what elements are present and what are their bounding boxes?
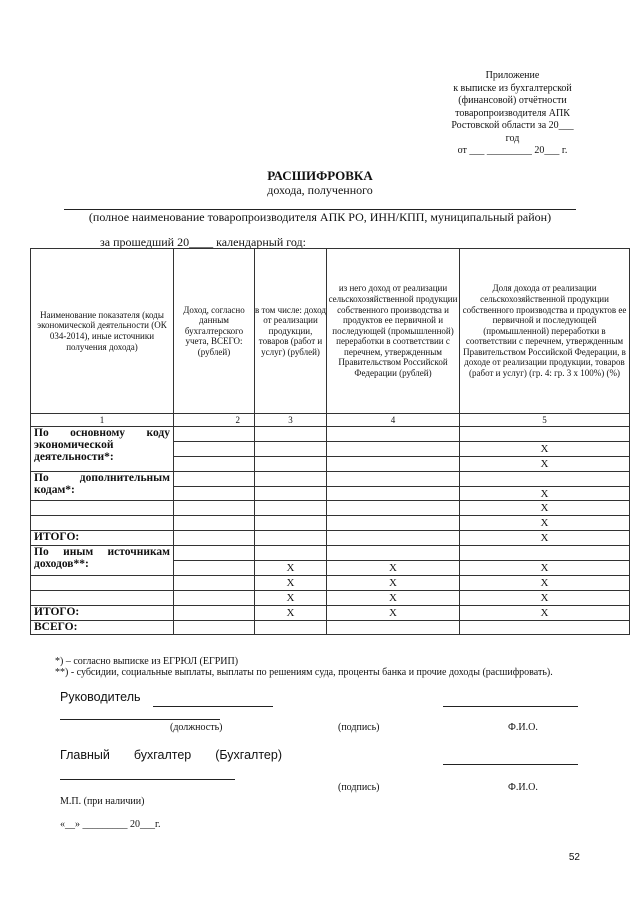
income-table <box>30 248 630 635</box>
appendix-line: от ___ _________ 20___ г. <box>457 145 568 156</box>
footnote-1: *) – согласно выписке из ЕГРЮЛ (ЕГРИП) <box>55 656 239 667</box>
x-mark: X <box>327 590 460 605</box>
column-number: 3 <box>255 414 327 427</box>
name-caption: Ф.И.О. <box>508 782 538 793</box>
column-number: 1 <box>31 414 174 427</box>
table-row-total <box>31 605 630 620</box>
x-mark: X <box>460 605 630 620</box>
x-mark: X <box>460 486 630 501</box>
table-row <box>31 471 630 486</box>
table-row-grand-total <box>31 620 630 635</box>
row-label-additional-codes: По дополнительным кодам*: <box>31 471 174 501</box>
chief-accountant-label: Главный бухгалтер (Бухгалтер) <box>60 748 282 762</box>
x-mark: X <box>460 456 630 471</box>
column-number: 4 <box>327 414 460 427</box>
x-mark: X <box>460 501 630 516</box>
x-mark: X <box>460 516 630 531</box>
row-label-main-code: По основному коду экономической деятельности*: <box>31 427 174 472</box>
document-subtitle: дохода, полученного <box>267 183 373 197</box>
appendix-block <box>405 70 620 158</box>
appendix-line: (финансовой) отчётности <box>458 95 567 106</box>
table-header-row <box>31 249 630 414</box>
position-caption: (должность) <box>170 722 223 733</box>
date-line: «__» _________ 20___г. <box>60 819 161 830</box>
appendix-line: год <box>505 132 520 144</box>
table-row <box>31 427 630 442</box>
x-mark: X <box>255 575 327 590</box>
row-label-total: ИТОГО: <box>31 605 174 620</box>
row-label-total: ИТОГО: <box>31 531 174 546</box>
footnote-2: **) - субсидии, социальные выплаты, выплаты по решениям суда, проценты банка и прочие доходы (расшифровать). <box>55 667 553 678</box>
header-cell: Наименование показателя (коды экономической деятельности (ОК 034-2014), иные источники получения дохода) <box>31 249 174 414</box>
x-mark: X <box>327 605 460 620</box>
signature-caption: (подпись) <box>338 782 380 793</box>
x-mark: X <box>327 575 460 590</box>
head-signature-line <box>153 706 273 707</box>
column-number-row <box>31 414 630 427</box>
table-row <box>31 501 630 516</box>
table-row <box>31 546 630 561</box>
x-mark: X <box>255 561 327 576</box>
appendix-line: к выписке из бухгалтерской <box>453 82 572 94</box>
name-caption: Ф.И.О. <box>508 722 538 733</box>
document-title: РАСШИФРОВКА <box>267 168 373 183</box>
page-number: 52 <box>568 852 580 863</box>
x-mark: X <box>327 561 460 576</box>
stamp-note: М.П. (при наличии) <box>60 796 145 807</box>
table-row <box>31 590 630 605</box>
x-mark: X <box>460 590 630 605</box>
row-label-other-sources: По иным источникам доходов**: <box>31 546 174 576</box>
x-mark: X <box>460 531 630 546</box>
head-name-line <box>443 706 578 707</box>
table-row <box>31 516 630 531</box>
period-line: за прошедший 20____ календарный год: <box>100 235 306 249</box>
x-mark: X <box>460 561 630 576</box>
fullname-caption: (полное наименование товаропроизводителя АПК РО, ИНН/КПП, муниципальный район) <box>88 210 552 224</box>
head-label: Руководитель <box>60 690 141 704</box>
table-row-total <box>31 531 630 546</box>
chief-name-line <box>443 764 578 765</box>
header-cell: в том числе: доход от реализации продукции, товаров (работ и услуг) (рублей) <box>255 249 327 414</box>
chief-position-line <box>60 779 235 780</box>
header-cell: Доход, согласно данным бухгалтерского учета, ВСЕГО: (рублей) <box>174 249 255 414</box>
table-row <box>31 575 630 590</box>
row-label-grand-total: ВСЕГО: <box>31 620 174 635</box>
appendix-line: товаропроизводителя АПК <box>455 107 570 119</box>
column-number: 5 <box>460 414 630 427</box>
head-position-line <box>60 719 220 720</box>
x-mark: X <box>255 605 327 620</box>
column-number: 2 <box>174 414 255 427</box>
header-cell: из него доход от реализации сельскохозяйственной продукции собственного производства и продуктов ее первичной и последующей (промышленной) переработки в соответствии с перечнем, утвержденным Правительством Российской Федерации (рублей) <box>327 249 460 414</box>
x-mark: X <box>460 575 630 590</box>
appendix-line: Приложение <box>485 70 540 81</box>
x-mark: X <box>255 590 327 605</box>
header-cell: Доля дохода от реализации сельскохозяйственной продукции собственного производства и продуктов ее первичной и последующей (промышленной) переработки в соответствии с перечнем, утвержденным Правительством Российской Федерации, в доходе от реализации продукции, товаров (работ и услуг) (гр. 4: гр. 3 х 100%) (%) <box>460 249 630 414</box>
appendix-line: Ростовской области за 20___ <box>451 120 574 131</box>
signature-caption: (подпись) <box>338 722 380 733</box>
x-mark: X <box>460 441 630 456</box>
